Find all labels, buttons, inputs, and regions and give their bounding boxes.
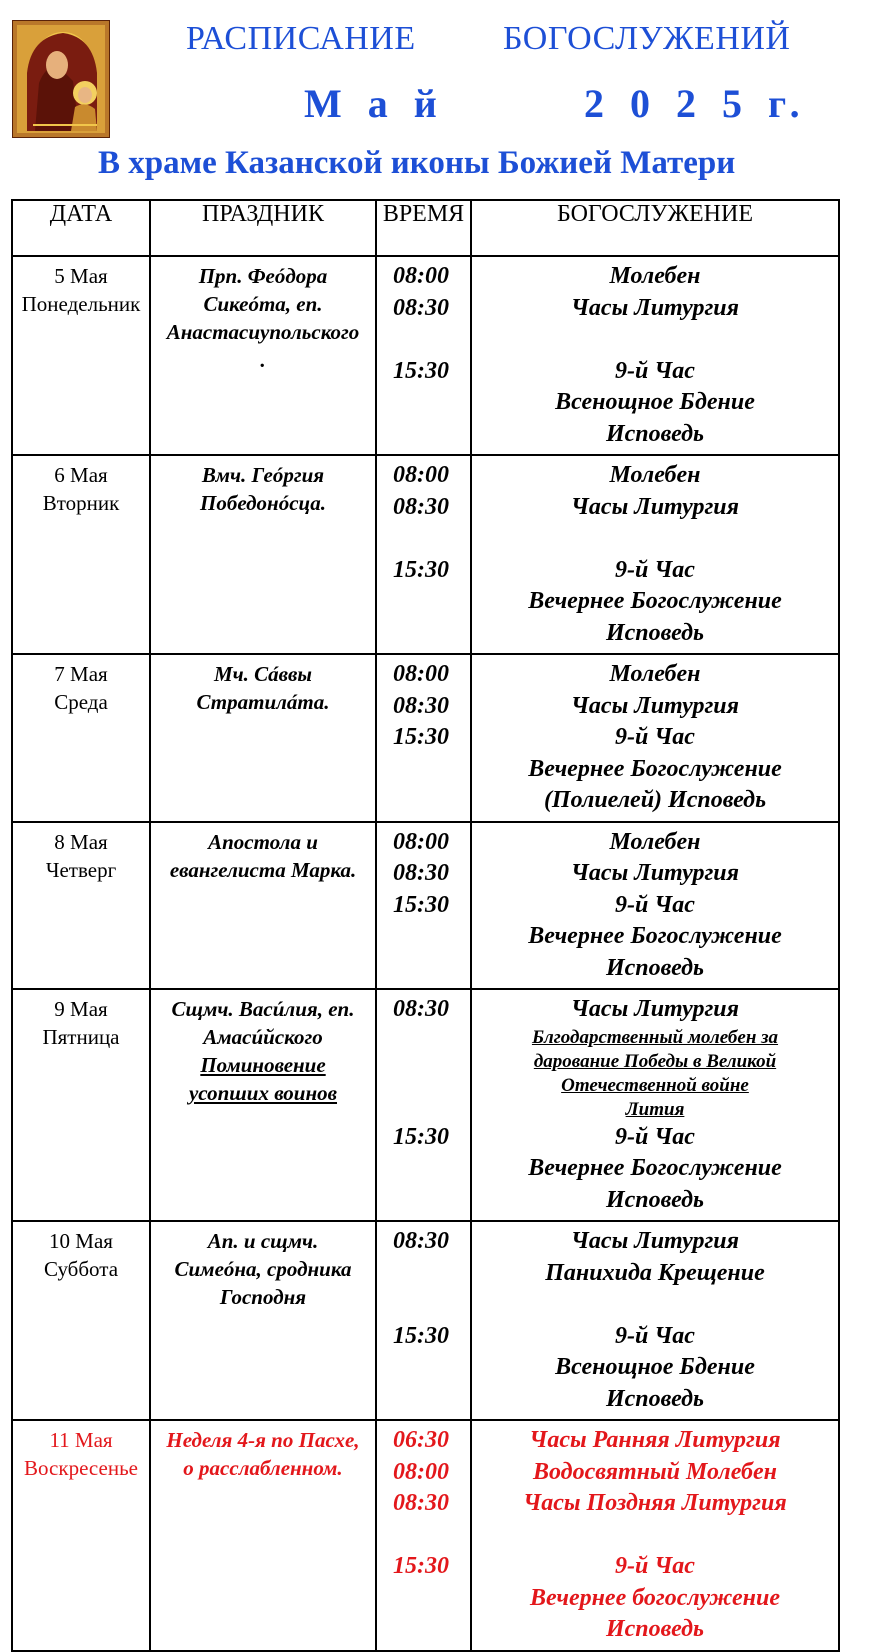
time-text bbox=[393, 1153, 470, 1185]
service-text: Часы Литургия bbox=[570, 1228, 740, 1254]
time-text bbox=[393, 387, 470, 419]
time-text bbox=[393, 586, 470, 618]
time-text bbox=[393, 1258, 470, 1290]
date-cell bbox=[12, 256, 150, 455]
service-text: 9-й Час bbox=[615, 1553, 695, 1579]
date-cell bbox=[12, 1420, 150, 1651]
time-text bbox=[393, 1185, 470, 1217]
service-cell bbox=[471, 455, 839, 654]
time-text bbox=[393, 1352, 470, 1384]
time-text bbox=[393, 1026, 470, 1050]
schedule-row bbox=[12, 989, 839, 1221]
service-text: Часы Поздняя Литургия bbox=[523, 1490, 787, 1516]
time-text bbox=[393, 324, 470, 356]
time-text: 15:30 bbox=[393, 1553, 449, 1579]
date-cell bbox=[12, 654, 150, 822]
weekday-text: Воскресенье bbox=[24, 1456, 138, 1480]
service-text: (Полиелей) Исповедь bbox=[543, 787, 767, 813]
service-text: 9-й Час bbox=[615, 891, 695, 918]
service-text: дарование Победы в Великой bbox=[533, 1050, 777, 1072]
feast-line: Стратилáта. bbox=[196, 690, 330, 714]
service-text: Молебен bbox=[609, 661, 701, 687]
time-text: 08:30 bbox=[393, 860, 449, 886]
service-text: Всенощное Бдение bbox=[555, 389, 755, 415]
service-cell bbox=[471, 256, 839, 455]
feast-cell bbox=[150, 654, 376, 822]
time-text bbox=[393, 754, 470, 786]
service-text bbox=[472, 1289, 838, 1321]
time-text: 08:30 bbox=[393, 493, 449, 520]
time-text: 08:30 bbox=[393, 692, 449, 719]
feast-line: Вмч. Геóргия bbox=[201, 463, 325, 487]
feast-line: Прп. Феóдора bbox=[198, 264, 328, 288]
feast-line: Победонóсца. bbox=[200, 491, 326, 515]
feast-line: евангелиста Марка. bbox=[169, 857, 357, 882]
feast-cell bbox=[150, 256, 376, 455]
time-text bbox=[393, 1098, 470, 1122]
weekday-text: Суббота bbox=[43, 1257, 119, 1281]
icon-artwork bbox=[13, 21, 109, 137]
date-text: 9 Мая bbox=[54, 997, 108, 1021]
service-text: Водосвятный Молебен bbox=[532, 1458, 778, 1485]
time-cell bbox=[376, 989, 471, 1221]
service-text: Исповедь bbox=[605, 1186, 705, 1213]
weekday-text: Среда bbox=[54, 690, 108, 714]
service-text: 9-й Час bbox=[615, 1322, 695, 1349]
feast-line: Господня bbox=[219, 1285, 307, 1309]
service-text: 9-й Час bbox=[615, 724, 695, 750]
time-text bbox=[393, 1050, 470, 1074]
time-text: 08:30 bbox=[393, 1228, 449, 1254]
service-text bbox=[472, 523, 838, 555]
service-text: Вечернее Богослужение bbox=[528, 923, 782, 949]
feast-line: Ап. и сщмч. bbox=[207, 1229, 319, 1253]
time-cell bbox=[376, 256, 471, 455]
feast-line: Амасúйского bbox=[203, 1025, 323, 1049]
service-cell bbox=[471, 989, 839, 1221]
schedule-row bbox=[12, 1221, 839, 1420]
kazan-icon-image bbox=[12, 20, 110, 138]
date-cell bbox=[12, 1221, 150, 1420]
schedule-table bbox=[11, 199, 840, 1652]
time-text bbox=[393, 618, 470, 650]
time-text bbox=[393, 419, 470, 451]
service-cell bbox=[471, 654, 839, 822]
service-text: Часы Литургия bbox=[570, 493, 740, 520]
time-text bbox=[393, 921, 470, 953]
date-text: 8 Мая bbox=[54, 829, 108, 854]
service-text: Молебен bbox=[609, 462, 701, 488]
service-text: Часы Литургия bbox=[570, 692, 740, 719]
service-text: 9-й Час bbox=[615, 357, 695, 384]
service-text: Часы Литургия bbox=[570, 294, 740, 321]
schedule-row bbox=[12, 455, 839, 654]
service-cell bbox=[471, 1420, 839, 1651]
service-text: Молебен bbox=[609, 828, 701, 855]
time-cell bbox=[376, 822, 471, 990]
service-text: Исповедь bbox=[605, 1385, 705, 1412]
feast-line: о расслабленном. bbox=[183, 1456, 343, 1480]
time-text bbox=[393, 1520, 470, 1552]
feast-line: . bbox=[260, 348, 266, 372]
service-text: Часы Литургия bbox=[570, 996, 740, 1022]
feast-line-underlined: Поминовение bbox=[200, 1053, 326, 1077]
service-text: 9-й Час bbox=[615, 1123, 695, 1150]
feast-line: Симеóна, сродника bbox=[174, 1257, 352, 1281]
title-word-schedule: РАСПИСАНИЕ bbox=[186, 20, 416, 57]
feast-line: Анастасиупольского bbox=[166, 320, 360, 344]
time-text: 15:30 bbox=[393, 724, 449, 750]
schedule-row bbox=[12, 256, 839, 455]
service-text: Исповедь bbox=[605, 1616, 705, 1642]
time-text: 08:00 bbox=[393, 462, 449, 488]
time-text: 08:30 bbox=[393, 294, 449, 321]
date-cell bbox=[12, 989, 150, 1221]
feast-line-underlined: усопших воинов bbox=[188, 1081, 338, 1105]
service-text: Исповедь bbox=[605, 954, 705, 981]
col-header-time: ВРЕМЯ bbox=[376, 200, 471, 256]
weekday-text: Вторник bbox=[42, 491, 120, 515]
feast-line: Неделя 4-я по Пасхе, bbox=[166, 1428, 360, 1452]
service-text: Вечернее Богослужение bbox=[528, 1155, 782, 1181]
service-text: Молебен bbox=[609, 263, 701, 289]
feast-line: Сщмч. Васúлия, еп. bbox=[171, 997, 355, 1021]
col-header-service: БОГОСЛУЖЕНИЕ bbox=[471, 200, 839, 256]
title-word-services: БОГОСЛУЖЕНИЙ bbox=[503, 20, 791, 57]
time-text: 15:30 bbox=[393, 891, 449, 918]
schedule-row bbox=[12, 1420, 839, 1651]
time-text bbox=[393, 1384, 470, 1416]
year-label: 2 0 2 5 г. bbox=[584, 81, 808, 126]
feast-cell bbox=[150, 989, 376, 1221]
date-text: 11 Мая bbox=[49, 1428, 113, 1452]
feast-line: Апостола и bbox=[208, 829, 318, 854]
time-text: 15:30 bbox=[393, 357, 449, 384]
time-text: 08:00 bbox=[393, 1458, 449, 1485]
service-text: Вечернее богослужение bbox=[530, 1584, 780, 1611]
service-text bbox=[472, 324, 838, 356]
weekday-text: Четверг bbox=[45, 857, 117, 882]
time-cell bbox=[376, 1221, 471, 1420]
date-text: 10 Мая bbox=[49, 1229, 113, 1253]
feast-cell bbox=[150, 822, 376, 990]
feast-line: Сикеóта, еп. bbox=[203, 292, 323, 316]
feast-line: Мч. Сáввы bbox=[213, 662, 313, 686]
time-cell bbox=[376, 654, 471, 822]
time-cell bbox=[376, 1420, 471, 1651]
date-text: 7 Мая bbox=[54, 662, 108, 686]
month-label: М а й bbox=[304, 81, 445, 126]
date-text: 5 Мая bbox=[54, 264, 108, 288]
service-text: Всенощное Бдение bbox=[555, 1354, 755, 1380]
service-cell bbox=[471, 1221, 839, 1420]
time-text: 08:30 bbox=[393, 996, 449, 1022]
service-text: Вечернее Богослужение bbox=[528, 588, 782, 614]
time-text bbox=[393, 1614, 470, 1646]
service-text: Вечернее Богослужение bbox=[528, 755, 782, 782]
time-text bbox=[393, 953, 470, 985]
schedule-row bbox=[12, 822, 839, 990]
service-text: Лития bbox=[625, 1098, 685, 1120]
time-text bbox=[393, 1583, 470, 1615]
service-text bbox=[472, 1520, 838, 1552]
time-cell bbox=[376, 455, 471, 654]
service-text: Исповедь bbox=[605, 420, 705, 447]
time-text: 08:30 bbox=[393, 1490, 449, 1516]
weekday-text: Пятница bbox=[42, 1025, 120, 1049]
time-text: 15:30 bbox=[393, 1322, 449, 1349]
feast-cell bbox=[150, 1221, 376, 1420]
date-cell bbox=[12, 455, 150, 654]
service-cell bbox=[471, 822, 839, 990]
service-text: 9-й Час bbox=[615, 556, 695, 583]
time-text: 15:30 bbox=[393, 1123, 449, 1150]
date-text: 6 Мая bbox=[54, 463, 108, 487]
time-text bbox=[393, 1289, 470, 1321]
church-name: В храме Казанской иконы Божией Матери bbox=[98, 145, 736, 181]
time-text bbox=[393, 785, 470, 817]
feast-cell bbox=[150, 1420, 376, 1651]
time-text: 08:00 bbox=[393, 828, 449, 855]
feast-cell bbox=[150, 455, 376, 654]
service-text: Часы Литургия bbox=[570, 860, 740, 886]
service-text: Отечественной войне bbox=[561, 1074, 749, 1096]
col-header-feast: ПРАЗДНИК bbox=[150, 200, 376, 256]
schedule-row bbox=[12, 654, 839, 822]
col-header-date: ДАТА bbox=[12, 200, 150, 256]
weekday-text: Понедельник bbox=[21, 292, 141, 316]
service-text: Панихида Крещение bbox=[545, 1259, 765, 1286]
time-text: 06:30 bbox=[393, 1427, 449, 1453]
service-text: Блгодарственный молебен за bbox=[531, 1026, 779, 1048]
service-text: Исповедь bbox=[605, 619, 705, 646]
date-cell bbox=[12, 822, 150, 990]
time-text: 08:00 bbox=[393, 661, 449, 687]
time-text bbox=[393, 1074, 470, 1098]
service-text: Часы Ранняя Литургия bbox=[529, 1427, 781, 1453]
time-text: 08:00 bbox=[393, 263, 449, 289]
time-text: 15:30 bbox=[393, 556, 449, 583]
time-text bbox=[393, 523, 470, 555]
header-row bbox=[12, 200, 839, 256]
